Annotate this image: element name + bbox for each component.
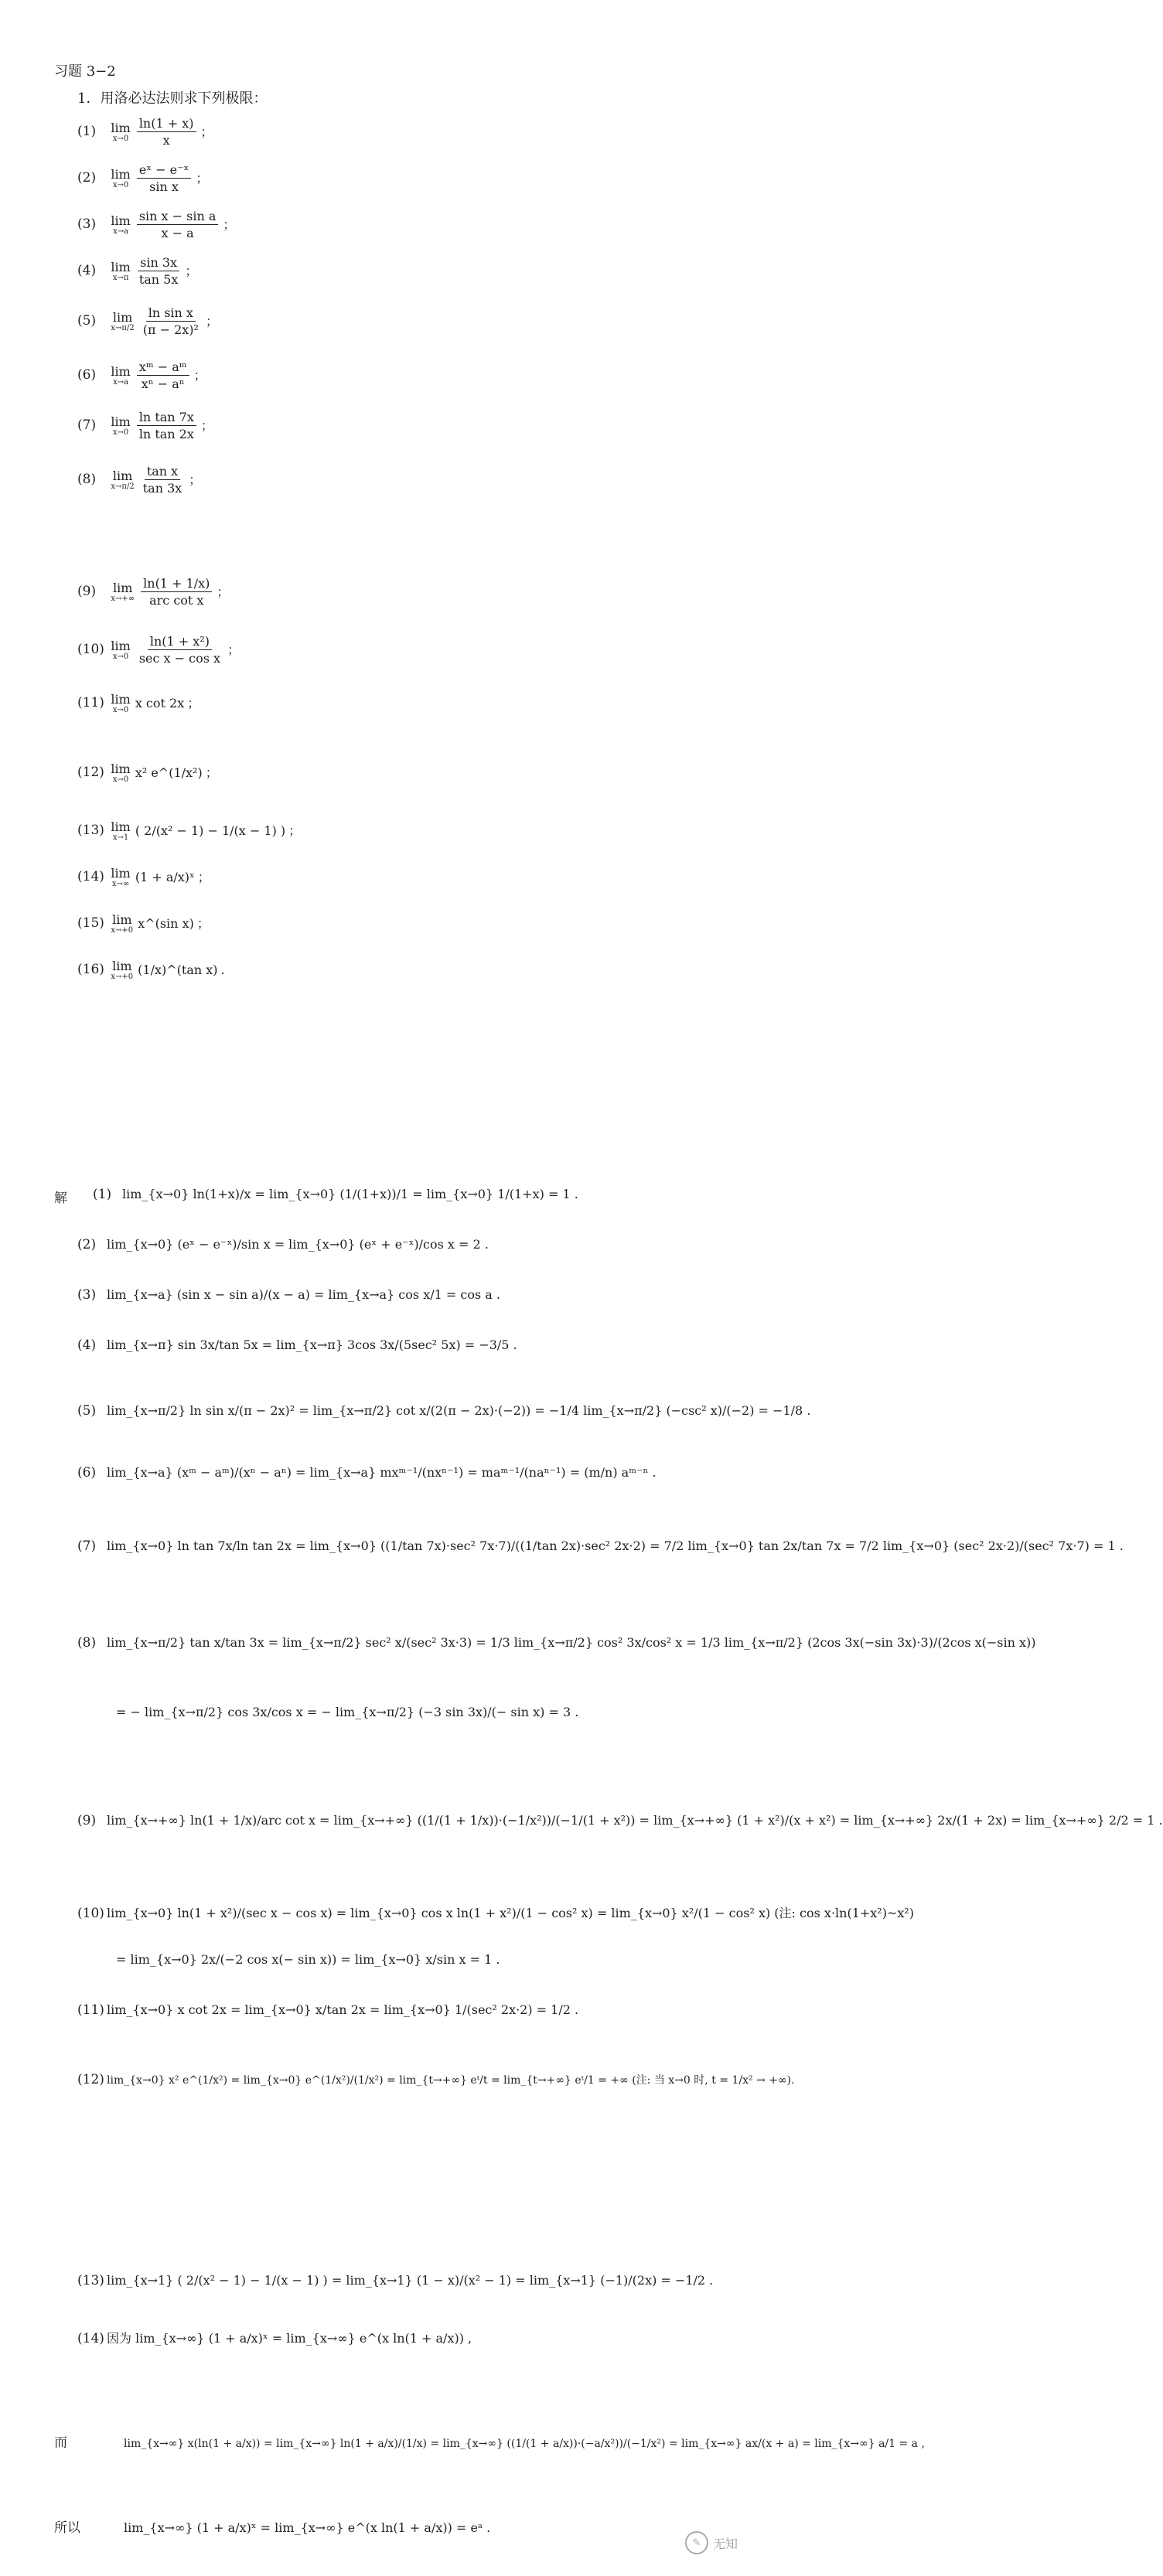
section-title: 习题 3−2 [54,63,116,80]
exercise-item: (14) lim x→∞ (1 + a/x)ˣ ； [77,866,210,889]
exercise-item: (10) lim x→0 $\frac{\text{ln(1 + x²)}}{\text{sec x − cos x}}$ ； [77,634,240,666]
solution-line: (14) 因为 lim_{x→∞} (1 + a/x)ˣ = lim_{x→∞} e^(x ln(1 + a/x)) , [77,2331,472,2346]
exercise-item: (15) lim x→+0 x^(sin x) ； [77,912,210,935]
fraction: $\frac{\sin 3x}{\tan 5x}$ [138,255,179,288]
limit-operator: lim x→0 [111,762,131,785]
exercise-instruction: 1．用洛必达法则求下列极限： [77,90,268,107]
exercise-item: (2) lim x→0 $\frac{\text{eˣ − e⁻ˣ}}{\text{sin x}}$ ； [77,162,209,195]
limit-operator: lim x→∞ [111,866,131,889]
solution-lead: 解 [54,1191,67,1206]
fraction: $\frac{\text{sin x − sin a}}{x - a}$ [137,209,219,240]
limit-operator: lim x→π [111,260,131,283]
solution-line: (12) lim_{x→0} x² e^(1/x²) = lim_{x→0} e^(1/x²)/(1/x²) = lim_{t→+∞} eᵗ/t = lim_{t→+∞} eᵗ/1 = +∞ (注: 当 x→0 时, t = 1/x² → +∞). [77,2072,795,2087]
solution-line: (9) lim_{x→+∞} ln(1 + 1/x)/arc cot x = lim_{x→+∞} ((1/(1 + 1/x))·(−1/x²))/(−1/(1 + x²)) = lim_{x→+∞} (1 + x²)/(x + x²) = lim_{x→+∞} 2x/(1 + 2x) = lim_{x→+∞} 2/2 = 1 . [77,1813,1163,1828]
limit-operator: lim x→1 [111,819,131,843]
limit-operator: lim x→π/2 [111,310,135,333]
limit-operator: lim x→0 [111,639,131,662]
exercise-item: (1) lim x→0 $\frac{\ln(1 + x)}{x}$ ； [77,116,213,148]
solution-line: (3) lim_{x→a} (sin x − sin a)/(x − a) = lim_{x→a} cos x/1 = cos a . [77,1287,500,1303]
solution-line: = − lim_{x→π/2} cos 3x/cos x = − lim_{x→π/2} (−3 sin 3x)/(− sin x) = 3 . [116,1705,579,1719]
chat-bubble-icon: ✎ [685,2531,708,2554]
exercise-item: (6) lim x→a $\frac{\text{xᵐ − aᵐ}}{\text{xⁿ − aⁿ}}$ ； [77,359,206,392]
solution-line: 所以 lim_{x→∞} (1 + a/x)ˣ = lim_{x→∞} e^(x ln(1 + a/x)) = eᵃ . [54,2520,491,2536]
exercise-item: (4) lim x→π $\frac{\sin 3x}{\tan 5x}$ ； [77,255,198,288]
solution-line: (1) lim_{x→0} ln(1+x)/x = lim_{x→0} (1/(1+x))/1 = lim_{x→0} 1/(1+x) = 1 . [93,1187,578,1202]
fraction: $\frac{\text{ln tan 7x}}{\text{ln tan 2x}}$ [137,410,196,441]
exercise-item: (7) lim x→0 $\frac{\text{ln tan 7x}}{\text{ln tan 2x}}$ ； [77,410,213,442]
limit-operator: lim x→0 [111,121,131,144]
solution-line: (13) lim_{x→1} ( 2/(x² − 1) − 1/(x − 1) ) = lim_{x→1} (1 − x)/(x² − 1) = lim_{x→1} (−1)/(2x) = −1/2 . [77,2273,714,2288]
limit-operator: lim x→+0 [111,959,134,982]
limit-operator: lim x→+∞ [111,581,135,604]
solution-line: (11) lim_{x→0} x cot 2x = lim_{x→0} x/tan 2x = lim_{x→0} 1/(sec² 2x·2) = 1/2 . [77,2002,579,2018]
solution-line: (6) lim_{x→a} (xᵐ − aᵐ)/(xⁿ − aⁿ) = lim_{x→a} mxᵐ⁻¹/(nxⁿ⁻¹) = maᵐ⁻¹/(naⁿ⁻¹) = (m/n) aᵐ⁻ⁿ . [77,1465,657,1481]
limit-operator: lim x→π/2 [111,469,135,492]
exercise-item: (3) lim x→a $\frac{\text{sin x − sin a}}{x - a}$ ； [77,209,236,241]
solution-line: (8) lim_{x→π/2} tan x/tan 3x = lim_{x→π/2} sec² x/(sec² 3x·3) = 1/3 lim_{x→π/2} cos² 3x/cos² x = 1/3 lim_{x→π/2} (2cos 3x(−sin 3x)·3)/(2cos x(−sin x)) [77,1635,1036,1651]
exercise-item: (5) lim x→π/2 $\frac{\text{ln sin x}}{\text{(π − 2x)²}}$ ； [77,305,218,338]
watermark-text: 无知 [712,2536,738,2551]
limit-operator: lim x→+0 [111,912,134,935]
exercise-item: (12) lim x→0 x² e^(1/x²) ； [77,762,218,785]
fraction: $\frac{\text{tan x}}{\tan 3x}$ [142,464,182,496]
solution-line: (5) lim_{x→π/2} ln sin x/(π − 2x)² = lim_{x→π/2} cot x/(2(π − 2x)·(−2)) = −1/4 lim_{x→π/2} (−csc² x)/(−2) = −1/8 . [77,1403,811,1419]
fraction: $\frac{\text{xᵐ − aᵐ}}{\text{xⁿ − aⁿ}}$ [137,359,189,391]
exercise-item: (13) lim x→1 ( 2/(x² − 1) − 1/(x − 1) ) ； [77,819,302,843]
fraction: $\frac{\text{ln sin x}}{\text{(π − 2x)²}}$ [142,305,199,338]
exercise-item: (9) lim x→+∞ $\frac{\ln(1 + 1/x)}{\text{arc cot x}}$ ； [77,576,230,608]
solution-line: (10) lim_{x→0} ln(1 + x²)/(sec x − cos x) = lim_{x→0} cos x ln(1 + x²)/(1 − cos² x) = lim_{x→0} x²/(1 − cos² x) (注: cos x·ln(1+x²)~x²) [77,1906,915,1921]
solution-line: (4) lim_{x→π} sin 3x/tan 5x = lim_{x→π} 3cos 3x/(5sec² 5x) = −3/5 . [77,1337,517,1353]
solution-line: (2) lim_{x→0} (eˣ − e⁻ˣ)/sin x = lim_{x→0} (eˣ + e⁻ˣ)/cos x = 2 . [77,1237,489,1252]
exercise-item: (11) lim x→0 x cot 2x ； [77,692,200,715]
exercise-item: (16) lim x→+0 (1/x)^(tan x) . [77,959,225,982]
fraction: $\frac{\ln(1 + x)}{x}$ [137,116,196,148]
limit-operator: lim x→0 [111,692,131,715]
watermark [685,2531,738,2554]
fraction: $\frac{\text{eˣ − e⁻ˣ}}{\text{sin x}}$ [137,162,192,194]
limit-operator: lim x→0 [111,414,131,438]
exercise-item: (8) lim x→π/2 $\frac{\text{tan x}}{\tan 3x}$ ； [77,464,202,496]
limit-operator: lim x→0 [111,167,131,190]
solution-line: = lim_{x→0} 2x/(−2 cos x(− sin x)) = lim_{x→0} x/sin x = 1 . [116,1952,500,1967]
fraction: $\frac{\ln(1 + 1/x)}{\text{arc cot x}}$ [141,576,212,608]
fraction: $\frac{\text{ln(1 + x²)}}{\text{sec x − cos x}}$ [138,634,221,666]
limit-operator: lim x→a [111,213,131,237]
solution-line: (7) lim_{x→0} ln tan 7x/ln tan 2x = lim_{x→0} ((1/tan 7x)·sec² 7x·7)/((1/tan 2x)·sec² 2x·2) = 7/2 lim_{x→0} tan 2x/tan 7x = 7/2 lim_{x→0} (sec² 2x·2)/(sec² 7x·7) = 1 . [77,1538,1124,1554]
limit-operator: lim x→a [111,364,131,387]
solution-line: 而 lim_{x→∞} x(ln(1 + a/x)) = lim_{x→∞} ln(1 + a/x)/(1/x) = lim_{x→∞} ((1/(1 + a/x))·(−a/x²))/(−1/x²) = lim_{x→∞} ax/(x + a) = lim_{x→∞} a/1 = a , [54,2435,925,2451]
